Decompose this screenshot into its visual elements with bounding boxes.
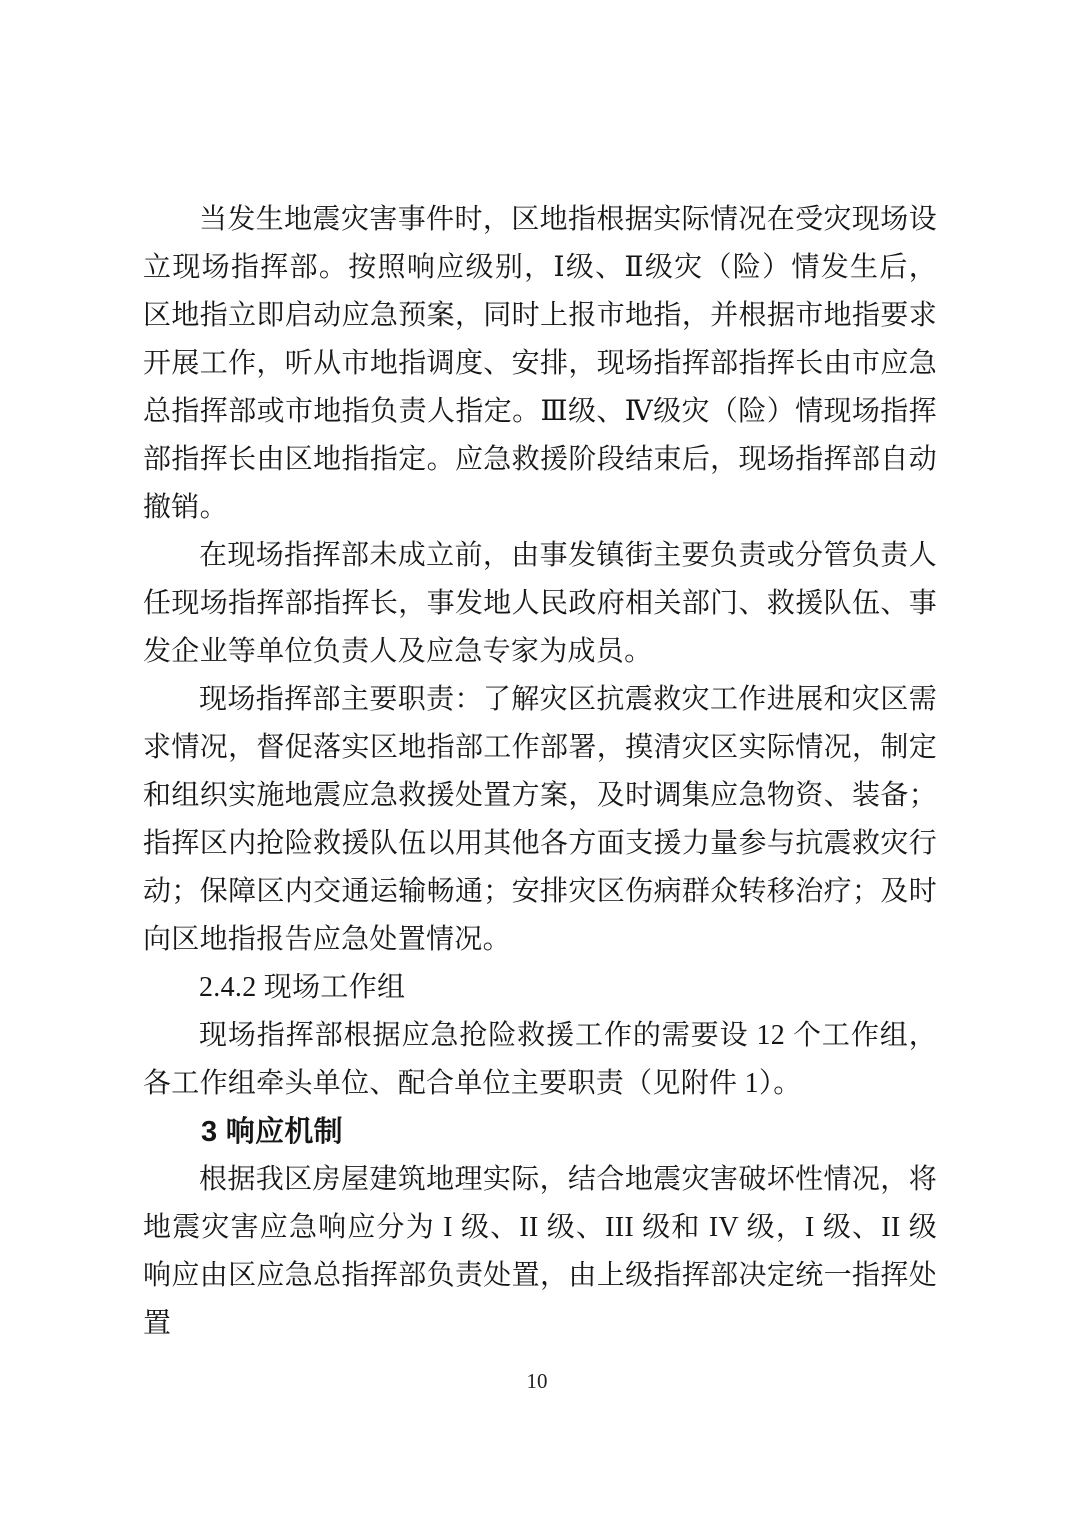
paragraph-twelve-workgroups: 现场指挥部根据应急抢险救援工作的需要设 12 个工作组，各工作组牵头单位、配合单位主要职责（见附件 1）。 (143, 1020, 937, 1099)
chapter-heading-3-response-mechanism: 3 响应机制 (201, 1116, 343, 1148)
paragraph-onsite-command-setup: 当发生地震灾害事件时，区地指根据实际情况在受灾现场设立现场指挥部。按照响应级别，Ⅰ级、Ⅱ级灾（险）情发生后，区地指立即启动应急预案，同时上报市地指，并根据市地指要求开展工作，听从市地指调度、安排，现场指挥部指挥长由市应急总指挥部或市地指负责人指定。Ⅲ级、Ⅳ级灾（险）情现场指挥部指挥长由区地指指定。应急救援阶段结束后，现场指挥部自动撤销。 (143, 204, 937, 523)
paragraph-pre-establishment-command: 在现场指挥部未成立前，由事发镇街主要负责或分管负责人任现场指挥部指挥长，事发地人民政府相关部门、救援队伍、事发企业等单位负责人及应急专家为成员。 (143, 540, 937, 667)
paragraph-command-post-duties: 现场指挥部主要职责：了解灾区抗震救灾工作进展和灾区需求情况，督促落实区地指部工作部署，摸清灾区实际情况，制定和组织实施地震应急救援处置方案，及时调集应急物资、装备；指挥区内抢险救援队伍以用其他各方面支援力量参与抗震救灾行动；保障区内交通运输畅通；安排灾区伤病群众转移治疗；及时向区地指报告应急处置情况。 (143, 684, 937, 955)
section-heading-2-4-2-onsite-workgroups: 2.4.2 现场工作组 (199, 972, 406, 1003)
document-body (143, 196, 937, 1348)
page-number: 10 (526, 1369, 548, 1393)
page-footer (0, 1368, 1074, 1394)
paragraph-response-levels: 根据我区房屋建筑地理实际，结合地震灾害破坏性情况，将地震灾害应急响应分为 I 级、II 级、III 级和 IV 级，I 级、II 级响应由区应急总指挥部负责处置，由上级指挥部决定统一指挥处置 (143, 1164, 937, 1339)
